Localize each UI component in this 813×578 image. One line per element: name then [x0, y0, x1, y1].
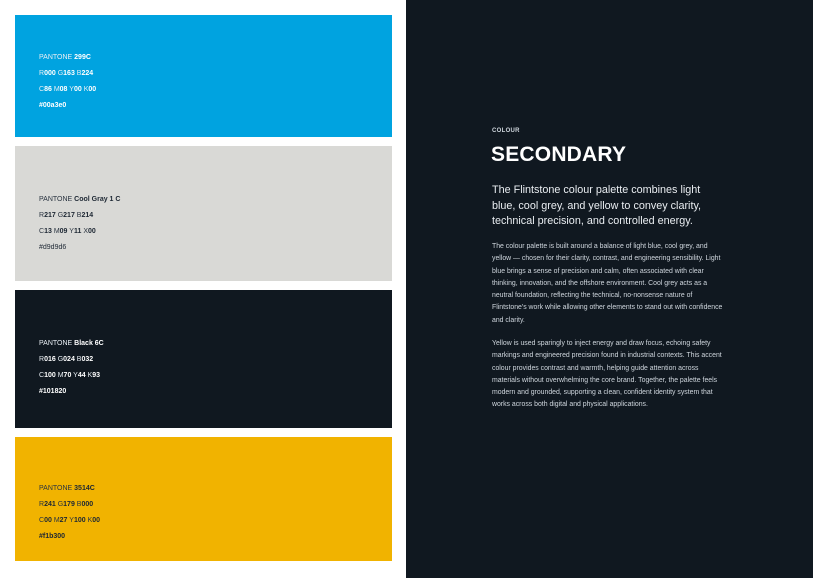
- rgb-b-value: 214: [81, 212, 94, 219]
- cmyk-c-label: C: [39, 517, 45, 524]
- cmyk-k-value: 93: [92, 372, 101, 379]
- pantone-value: 3514C: [74, 485, 95, 492]
- rgb-r-label: R: [39, 70, 45, 77]
- rgb-g-label: G: [57, 212, 64, 219]
- cmyk-line: [39, 368, 392, 384]
- rgb-r-value: 016: [44, 356, 56, 363]
- pantone-line: [39, 481, 392, 497]
- pantone-line: [39, 192, 392, 208]
- hex-value: #f1b300: [39, 533, 66, 540]
- pantone-label: PANTONE: [39, 54, 73, 61]
- cmyk-y-label: Y: [69, 228, 74, 235]
- cmyk-k-label: X: [83, 228, 88, 235]
- cmyk-y-label: Y: [73, 372, 78, 379]
- cmyk-k-value: 00: [88, 86, 97, 93]
- palette-swatch-page: [0, 0, 406, 578]
- rgb-b-label: B: [76, 356, 82, 363]
- pantone-line: [39, 336, 392, 352]
- rgb-line: [39, 208, 392, 224]
- rgb-b-value: 032: [81, 356, 94, 363]
- cmyk-m-value: 27: [59, 517, 68, 524]
- rgb-r-value: 000: [44, 70, 56, 77]
- hex-line: [39, 529, 392, 545]
- rgb-b-value: 000: [81, 501, 94, 508]
- rgb-r-label: R: [39, 356, 45, 363]
- cmyk-k-label: K: [87, 372, 93, 379]
- hex-value: #101820: [39, 388, 67, 395]
- section-eyebrow: COLOUR: [492, 128, 520, 134]
- cmyk-c-value: 86: [44, 86, 52, 93]
- cmyk-line: [39, 82, 392, 98]
- swatch-black: [15, 290, 392, 428]
- cmyk-m-label: M: [53, 517, 60, 524]
- cmyk-y-value: 100: [73, 517, 86, 524]
- cmyk-m-label: M: [53, 86, 60, 93]
- pantone-line: [39, 50, 392, 66]
- cmyk-line: [39, 224, 392, 240]
- cmyk-c-label: C: [39, 228, 45, 235]
- lead-paragraph: The Flintstone colour palette combines light blue, cool grey, and yellow to convey clarity, technical precision, and controlled energy.: [492, 184, 702, 227]
- rgb-b-label: B: [76, 501, 82, 508]
- rgb-line: [39, 497, 392, 513]
- cmyk-m-value: 08: [59, 86, 68, 93]
- rgb-g-label: G: [57, 70, 64, 77]
- rgb-b-label: B: [76, 70, 82, 77]
- rgb-g-value: 024: [63, 356, 75, 363]
- cmyk-y-value: 44: [77, 372, 86, 379]
- pantone-value: 299C: [74, 54, 91, 61]
- rgb-r-label: R: [39, 501, 45, 508]
- pantone-label: PANTONE: [39, 196, 73, 203]
- cmyk-c-label: C: [39, 86, 45, 93]
- cmyk-line: [39, 513, 392, 529]
- swatch-yellow: [15, 437, 392, 561]
- rgb-r-label: R: [39, 212, 45, 219]
- cmyk-c-value: 00: [44, 517, 52, 524]
- cmyk-k-value: 00: [87, 228, 96, 235]
- pantone-label: PANTONE: [39, 485, 73, 492]
- cmyk-m-label: M: [57, 372, 64, 379]
- swatch-light-blue: [15, 15, 392, 137]
- cmyk-y-value: 00: [73, 86, 82, 93]
- rgb-line: [39, 352, 392, 368]
- rgb-line: [39, 66, 392, 82]
- hex-line: [39, 384, 392, 400]
- hex-value: #00a3e0: [39, 102, 67, 109]
- body-paragraph-1: The colour palette is built around a balance of light blue, cool grey, and yellow — chosen for their clarity, contrast, and engineering sensibility. Light blue brings a sense of precision and calm, often associated with clear thinking, innovation, and the offshore environment. Cool grey acts as a neutral foundation, reflecting the technical, no-nonsense nature of Flintstone's work while allowing other elements to stand out with confidence and clarity.: [492, 243, 723, 324]
- rgb-b-value: 224: [81, 70, 94, 77]
- rgb-b-label: B: [76, 212, 82, 219]
- pantone-value: Cool Gray 1 C: [74, 196, 121, 203]
- rgb-g-value: 163: [63, 70, 75, 77]
- rgb-r-value: 217: [44, 212, 56, 219]
- cmyk-m-value: 70: [63, 372, 72, 379]
- cmyk-k-label: K: [87, 517, 93, 524]
- rgb-g-label: G: [57, 501, 64, 508]
- cmyk-m-value: 09: [59, 228, 68, 235]
- cmyk-y-label: Y: [69, 86, 74, 93]
- page-title: SECONDARY: [491, 143, 627, 166]
- cmyk-c-label: C: [39, 372, 45, 379]
- cmyk-y-value: 11: [73, 228, 82, 235]
- cmyk-k-value: 00: [92, 517, 101, 524]
- hex-line: [39, 240, 392, 256]
- hex-value: #d9d9d6: [39, 244, 67, 251]
- cmyk-c-value: 13: [44, 228, 52, 235]
- pantone-value: Black 6C: [74, 340, 104, 347]
- pantone-label: PANTONE: [39, 340, 73, 347]
- rgb-g-value: 217: [63, 212, 75, 219]
- cmyk-c-value: 100: [44, 372, 56, 379]
- cmyk-m-label: M: [53, 228, 60, 235]
- hex-line: [39, 98, 392, 114]
- secondary-colour-text-page: [406, 0, 813, 578]
- rgb-g-value: 179: [63, 501, 75, 508]
- body-paragraph-2: Yellow is used sparingly to inject energy and draw focus, echoing safety markings and engineered precision found in industrial contexts. This accent colour provides contrast and warmth, helping guide attention across materials without overwhelming the core brand. Together, the palette feels modern and grounded, supporting a clean, confident identity system that works across both digital and physical applications.: [492, 340, 722, 409]
- swatch-cool-grey: [15, 146, 392, 281]
- cmyk-k-label: K: [83, 86, 89, 93]
- rgb-r-value: 241: [44, 501, 56, 508]
- cmyk-y-label: Y: [69, 517, 74, 524]
- rgb-g-label: G: [57, 356, 64, 363]
